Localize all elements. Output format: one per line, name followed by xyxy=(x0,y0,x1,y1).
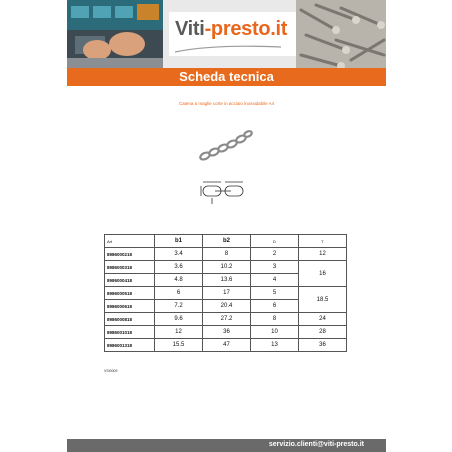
t-value: 28 xyxy=(299,326,347,339)
article-code: 8986000518 xyxy=(105,287,155,300)
column-header-b1: b1 xyxy=(155,235,203,248)
footer-bar xyxy=(67,439,386,452)
table-row xyxy=(105,261,347,274)
b2-value: 8 xyxy=(203,248,251,261)
article-code: 8986001018 xyxy=(105,326,155,339)
t-value: 16 xyxy=(299,261,347,287)
b2-value: 13.6 xyxy=(203,274,251,287)
table-row xyxy=(105,313,347,326)
table-header-row xyxy=(105,235,347,248)
b1-value: 15.5 xyxy=(155,339,203,352)
b2-value: 36 xyxy=(203,326,251,339)
d-value: 5 xyxy=(251,287,299,300)
product-subtitle: Catena a maglie corte in acciaio inossidabile A4 xyxy=(178,101,275,106)
column-header-art: Art xyxy=(105,235,155,248)
d-value: 6 xyxy=(251,300,299,313)
table-row xyxy=(105,326,347,339)
brand-name-part1: Viti xyxy=(175,18,205,40)
table-row xyxy=(105,339,347,352)
b1-value: 6 xyxy=(155,287,203,300)
header-banner xyxy=(67,0,386,68)
article-code: 8986000318 xyxy=(105,261,155,274)
column-header-b2: b2 xyxy=(203,235,251,248)
b1-value: 3.6 xyxy=(155,261,203,274)
b1-value: 9.6 xyxy=(155,313,203,326)
d-value: 13 xyxy=(251,339,299,352)
table-row xyxy=(105,248,347,261)
article-code: 8986000618 xyxy=(105,300,155,313)
article-code: 8986000218 xyxy=(105,248,155,261)
d-value: 8 xyxy=(251,313,299,326)
article-code: 8986000818 xyxy=(105,313,155,326)
d-value: 10 xyxy=(251,326,299,339)
article-code: 8986001318 xyxy=(105,339,155,352)
t-value: 36 xyxy=(299,339,347,352)
screws-photo xyxy=(296,0,386,68)
b2-value: 27.2 xyxy=(203,313,251,326)
d-value: 3 xyxy=(251,261,299,274)
document-title-bar: Scheda tecnica xyxy=(67,68,386,86)
b2-value: 17 xyxy=(203,287,251,300)
b1-value: 4.8 xyxy=(155,274,203,287)
b2-value: 20.4 xyxy=(203,300,251,313)
column-header-t: T xyxy=(299,235,347,248)
article-code: 8986000418 xyxy=(105,274,155,287)
b2-value: 47 xyxy=(203,339,251,352)
brand-logo xyxy=(169,12,299,56)
d-value: 2 xyxy=(251,248,299,261)
b1-value: 7.2 xyxy=(155,300,203,313)
specification-table xyxy=(104,234,347,352)
t-value: 24 xyxy=(299,313,347,326)
workshop-photo xyxy=(67,0,163,68)
column-header-d: D xyxy=(251,235,299,248)
chain-illustration xyxy=(195,126,255,164)
document-reference-code: VSI0009 xyxy=(104,369,118,373)
b2-value: 10.2 xyxy=(203,261,251,274)
brand-text xyxy=(175,18,287,41)
t-value: 12 xyxy=(299,248,347,261)
table-row xyxy=(105,287,347,300)
b1-value: 3.4 xyxy=(155,248,203,261)
brand-swoosh xyxy=(173,44,283,54)
t-value: 18.5 xyxy=(299,287,347,313)
customer-service-email-link[interactable]: servizio.clienti@viti-presto.it xyxy=(268,441,364,448)
d-value: 4 xyxy=(251,274,299,287)
chain-dimension-diagram xyxy=(197,176,257,206)
b1-value: 12 xyxy=(155,326,203,339)
brand-name-part2: -presto.it xyxy=(204,18,288,40)
